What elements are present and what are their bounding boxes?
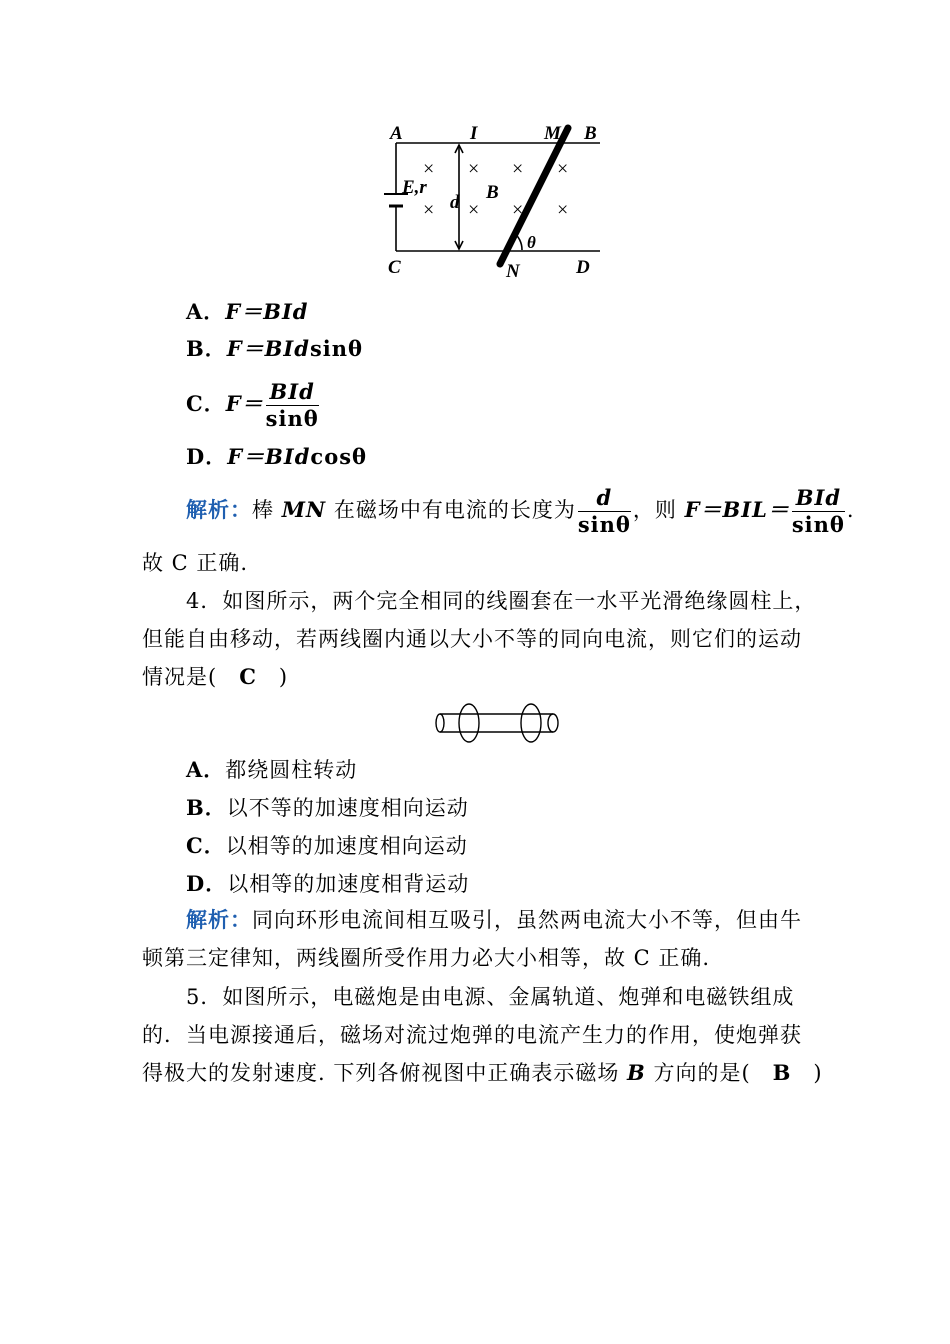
rail-circuit-diagram: [370, 118, 620, 283]
label-C: C: [388, 257, 401, 278]
label-er: E,r: [402, 177, 427, 198]
q5-stem-line1: 5．如图所示，电磁炮是由电源、金属轨道、炮弹和电磁铁组成: [186, 985, 795, 1009]
label-d: d: [450, 192, 460, 213]
q4-stem-line3: 情况是( C ): [142, 664, 289, 689]
svg-text:×: ×: [468, 199, 480, 221]
svg-text:×: ×: [557, 199, 569, 221]
label-A: A: [390, 123, 403, 144]
q3-option-d: D．F＝BIdcosθ: [186, 444, 368, 469]
q3-analysis-line1: 解析：棒 MN 在磁场中有电流的长度为 $\frac{d}{\sin\theta}$ ，则 F＝BIL＝ $\frac{\text{BId}}{\sin\theta}$ .: [186, 485, 855, 537]
q4-analysis-line1: 解析：同向环形电流间相互吸引，虽然两电流大小不等，但由牛: [186, 907, 802, 932]
q3-option-a: A．F＝BId: [186, 299, 309, 324]
svg-text:×: ×: [423, 199, 435, 221]
svg-text:×: ×: [512, 199, 524, 221]
q3-analysis-line2: 故 C 正确.: [142, 551, 249, 575]
label-theta: θ: [527, 233, 536, 252]
q4-stem-line2: 但能自由移动，若两线圈内通以大小不等的同向电流，则它们的运动: [142, 627, 802, 651]
svg-text:×: ×: [423, 158, 435, 180]
q4-option-a: A．都绕圆柱转动: [186, 757, 358, 782]
label-I: I: [470, 123, 478, 144]
label-N: N: [506, 261, 520, 282]
q5-stem-line2: 的．当电源接通后，磁场对流过炮弹的电流产生力的作用，使炮弹获: [142, 1023, 802, 1047]
cylinder-coils-diagram: [432, 700, 564, 746]
label-field-b: B: [486, 182, 499, 203]
q4-option-d: D．以相等的加速度相背运动: [186, 871, 470, 896]
svg-text:×: ×: [468, 158, 480, 180]
q4-option-c: C．以相等的加速度相向运动: [186, 833, 468, 858]
label-D: D: [576, 257, 590, 278]
q5-stem-line3: 得极大的发射速度. 下列各俯视图中正确表示磁场 B 方向的是( B ): [142, 1060, 823, 1085]
label-M: M: [544, 123, 561, 144]
svg-text:×: ×: [512, 158, 524, 180]
q3-option-b: B．F＝BIdsinθ: [186, 336, 364, 361]
q4-analysis-line2: 顿第三定律知，两线圈所受作用力必大小相等，故 C 正确.: [142, 946, 711, 970]
q4-stem-line1: 4．如图所示，两个完全相同的线圈套在一水平光滑绝缘圆柱上，: [186, 589, 817, 613]
svg-text:×: ×: [557, 158, 569, 180]
label-B: B: [584, 123, 597, 144]
q4-option-b: B．以不等的加速度相向运动: [186, 795, 469, 820]
q3-option-c: C．F＝ $\frac{\text{BId}}{\sin\theta}$: [186, 379, 319, 431]
